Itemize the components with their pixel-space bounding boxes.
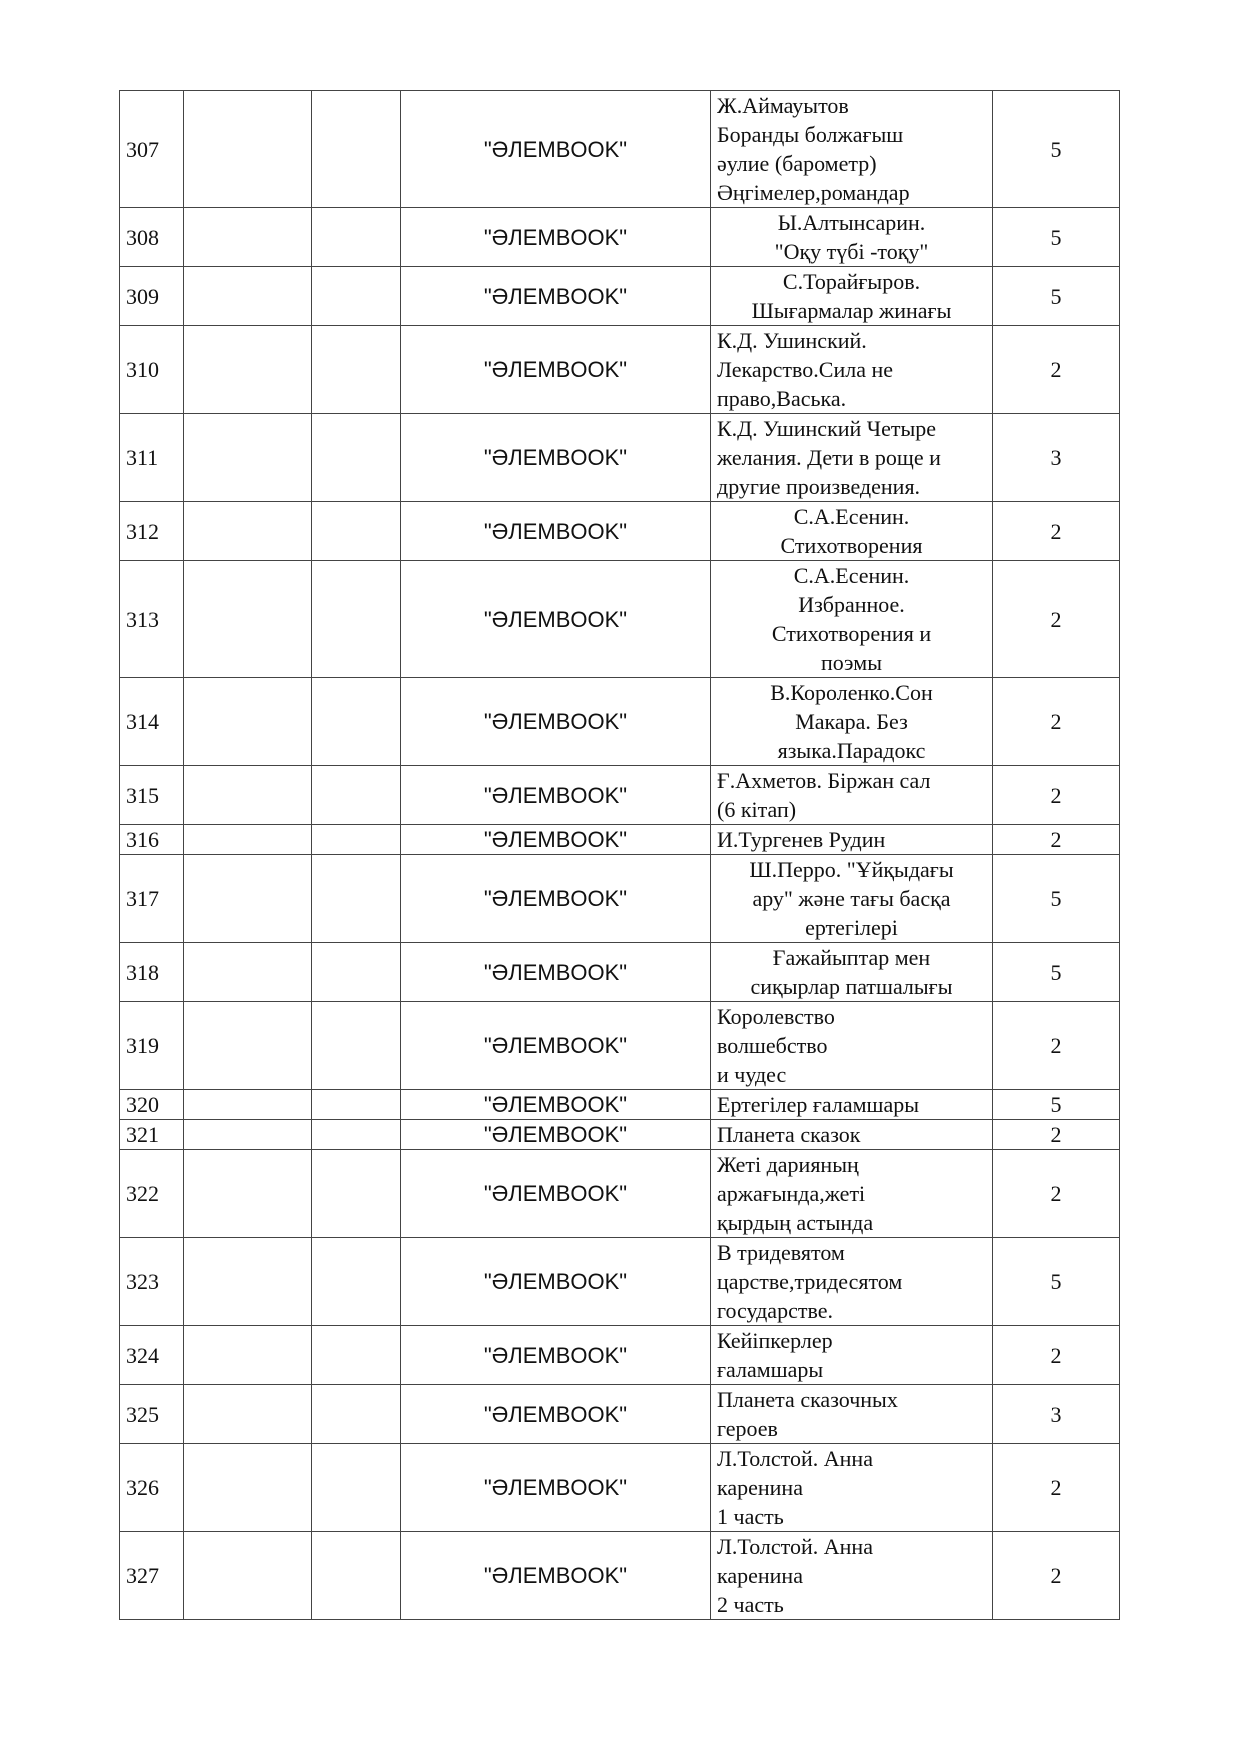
empty-cell [312,502,401,561]
empty-cell [312,1532,401,1620]
row-number-cell: 318 [120,943,184,1002]
table-row [120,1532,1120,1620]
empty-cell [312,1238,401,1326]
quantity-cell: 2 [993,678,1120,766]
publisher-cell: "ӘЛЕМBOOK" [401,208,711,267]
publisher-cell: "ӘЛЕМBOOK" [401,825,711,855]
table-row [120,1238,1120,1326]
publisher-cell: "ӘЛЕМBOOK" [401,267,711,326]
table-row [120,825,1120,855]
empty-cell [312,1002,401,1090]
title-cell: Жеті дарияның аржағында,жеті қырдың астында [711,1150,993,1238]
publisher-cell: "ӘЛЕМBOOK" [401,1120,711,1150]
title-cell: В тридевятом царстве,тридесятом государстве. [711,1238,993,1326]
empty-cell [184,766,312,825]
row-number-cell: 308 [120,208,184,267]
empty-cell [184,1532,312,1620]
row-number-cell: 327 [120,1532,184,1620]
title-cell: Королевство волшебство и чудес [711,1002,993,1090]
row-number-cell: 316 [120,825,184,855]
publisher-cell: "ӘЛЕМBOOK" [401,1532,711,1620]
quantity-cell: 2 [993,825,1120,855]
table-row [120,414,1120,502]
quantity-cell: 2 [993,561,1120,678]
title-cell: Ғ.Ахметов. Біржан сал (6 кітап) [711,766,993,825]
title-cell: Ж.Аймауытов Боранды болжағыш әулие (барометр) Әңгімелер,романдар [711,91,993,208]
publisher-cell: "ӘЛЕМBOOK" [401,1090,711,1120]
empty-cell [312,414,401,502]
empty-cell [184,1238,312,1326]
title-cell: С.Торайғыров. Шығармалар жинағы [711,267,993,326]
row-number-cell: 314 [120,678,184,766]
row-number-cell: 312 [120,502,184,561]
table-row [120,208,1120,267]
publisher-cell: "ӘЛЕМBOOK" [401,678,711,766]
publisher-cell: "ӘЛЕМBOOK" [401,1238,711,1326]
empty-cell [312,678,401,766]
empty-cell [184,825,312,855]
publisher-cell: "ӘЛЕМBOOK" [401,766,711,825]
table-row [120,766,1120,825]
empty-cell [184,943,312,1002]
empty-cell [312,855,401,943]
quantity-cell: 2 [993,1120,1120,1150]
empty-cell [312,1120,401,1150]
table-row [120,943,1120,1002]
publisher-cell: "ӘЛЕМBOOK" [401,1002,711,1090]
title-cell: К.Д. Ушинский Четыре желания. Дети в роще и другие произведения. [711,414,993,502]
row-number-cell: 326 [120,1444,184,1532]
row-number-cell: 325 [120,1385,184,1444]
empty-cell [312,91,401,208]
empty-cell [312,1090,401,1120]
quantity-cell: 2 [993,1532,1120,1620]
title-cell: Планета сказочных героев [711,1385,993,1444]
quantity-cell: 2 [993,766,1120,825]
empty-cell [184,1002,312,1090]
empty-cell [312,561,401,678]
publisher-cell: "ӘЛЕМBOOK" [401,561,711,678]
quantity-cell: 2 [993,326,1120,414]
quantity-cell: 5 [993,91,1120,208]
row-number-cell: 313 [120,561,184,678]
title-cell: Планета сказок [711,1120,993,1150]
empty-cell [312,1150,401,1238]
publisher-cell: "ӘЛЕМBOOK" [401,326,711,414]
publisher-cell: "ӘЛЕМBOOK" [401,855,711,943]
title-cell: Л.Толстой. Анна каренина 2 часть [711,1532,993,1620]
publisher-cell: "ӘЛЕМBOOK" [401,1444,711,1532]
title-cell: Ш.Перро. "Ұйқыдағы ару" және тағы басқа ертегілері [711,855,993,943]
empty-cell [184,1150,312,1238]
row-number-cell: 315 [120,766,184,825]
table-row [120,1150,1120,1238]
quantity-cell: 2 [993,1444,1120,1532]
table-row [120,502,1120,561]
empty-cell [184,561,312,678]
empty-cell [184,855,312,943]
quantity-cell: 5 [993,267,1120,326]
row-number-cell: 309 [120,267,184,326]
row-number-cell: 320 [120,1090,184,1120]
empty-cell [184,1385,312,1444]
table-row [120,1444,1120,1532]
empty-cell [312,825,401,855]
empty-cell [184,1120,312,1150]
empty-cell [312,1385,401,1444]
empty-cell [184,414,312,502]
row-number-cell: 324 [120,1326,184,1385]
table-row [120,678,1120,766]
title-cell: Ы.Алтынсарин. "Оқу түбі -тоқу" [711,208,993,267]
row-number-cell: 311 [120,414,184,502]
empty-cell [312,326,401,414]
title-cell: К.Д. Ушинский. Лекарство.Сила не право,Васька. [711,326,993,414]
empty-cell [184,91,312,208]
title-cell: И.Тургенев Рудин [711,825,993,855]
empty-cell [184,502,312,561]
row-number-cell: 317 [120,855,184,943]
empty-cell [184,267,312,326]
publisher-cell: "ӘЛЕМBOOK" [401,1150,711,1238]
table-body [120,91,1120,1620]
title-cell: Кейіпкерлер ғаламшары [711,1326,993,1385]
title-cell: В.Короленко.Сон Макара. Без языка.Парадокс [711,678,993,766]
quantity-cell: 5 [993,1090,1120,1120]
table-row [120,1385,1120,1444]
quantity-cell: 2 [993,1002,1120,1090]
empty-cell [312,208,401,267]
title-cell: Ертегілер ғаламшары [711,1090,993,1120]
title-cell: Л.Толстой. Анна каренина 1 часть [711,1444,993,1532]
row-number-cell: 310 [120,326,184,414]
title-cell: Ғажайыптар мен сиқырлар патшалығы [711,943,993,1002]
table-row [120,91,1120,208]
title-cell: С.А.Есенин. Стихотворения [711,502,993,561]
publisher-cell: "ӘЛЕМBOOK" [401,943,711,1002]
publisher-cell: "ӘЛЕМBOOK" [401,1385,711,1444]
table-row [120,855,1120,943]
quantity-cell: 5 [993,1238,1120,1326]
empty-cell [312,766,401,825]
quantity-cell: 3 [993,1385,1120,1444]
table-row [120,1326,1120,1385]
quantity-cell: 2 [993,1326,1120,1385]
table-row [120,561,1120,678]
table-row [120,326,1120,414]
quantity-cell: 2 [993,1150,1120,1238]
quantity-cell: 5 [993,208,1120,267]
book-list-table [119,90,1120,1620]
quantity-cell: 3 [993,414,1120,502]
table-row [120,1120,1120,1150]
empty-cell [184,208,312,267]
table-row [120,267,1120,326]
row-number-cell: 322 [120,1150,184,1238]
empty-cell [312,267,401,326]
quantity-cell: 2 [993,502,1120,561]
quantity-cell: 5 [993,943,1120,1002]
empty-cell [184,326,312,414]
empty-cell [312,1326,401,1385]
publisher-cell: "ӘЛЕМBOOK" [401,414,711,502]
publisher-cell: "ӘЛЕМBOOK" [401,91,711,208]
table-row [120,1090,1120,1120]
row-number-cell: 319 [120,1002,184,1090]
publisher-cell: "ӘЛЕМBOOK" [401,1326,711,1385]
empty-cell [312,1444,401,1532]
quantity-cell: 5 [993,855,1120,943]
empty-cell [312,943,401,1002]
row-number-cell: 321 [120,1120,184,1150]
empty-cell [184,678,312,766]
row-number-cell: 323 [120,1238,184,1326]
empty-cell [184,1326,312,1385]
empty-cell [184,1090,312,1120]
row-number-cell: 307 [120,91,184,208]
title-cell: С.А.Есенин. Избранное. Стихотворения и поэмы [711,561,993,678]
publisher-cell: "ӘЛЕМBOOK" [401,502,711,561]
table-row [120,1002,1120,1090]
empty-cell [184,1444,312,1532]
